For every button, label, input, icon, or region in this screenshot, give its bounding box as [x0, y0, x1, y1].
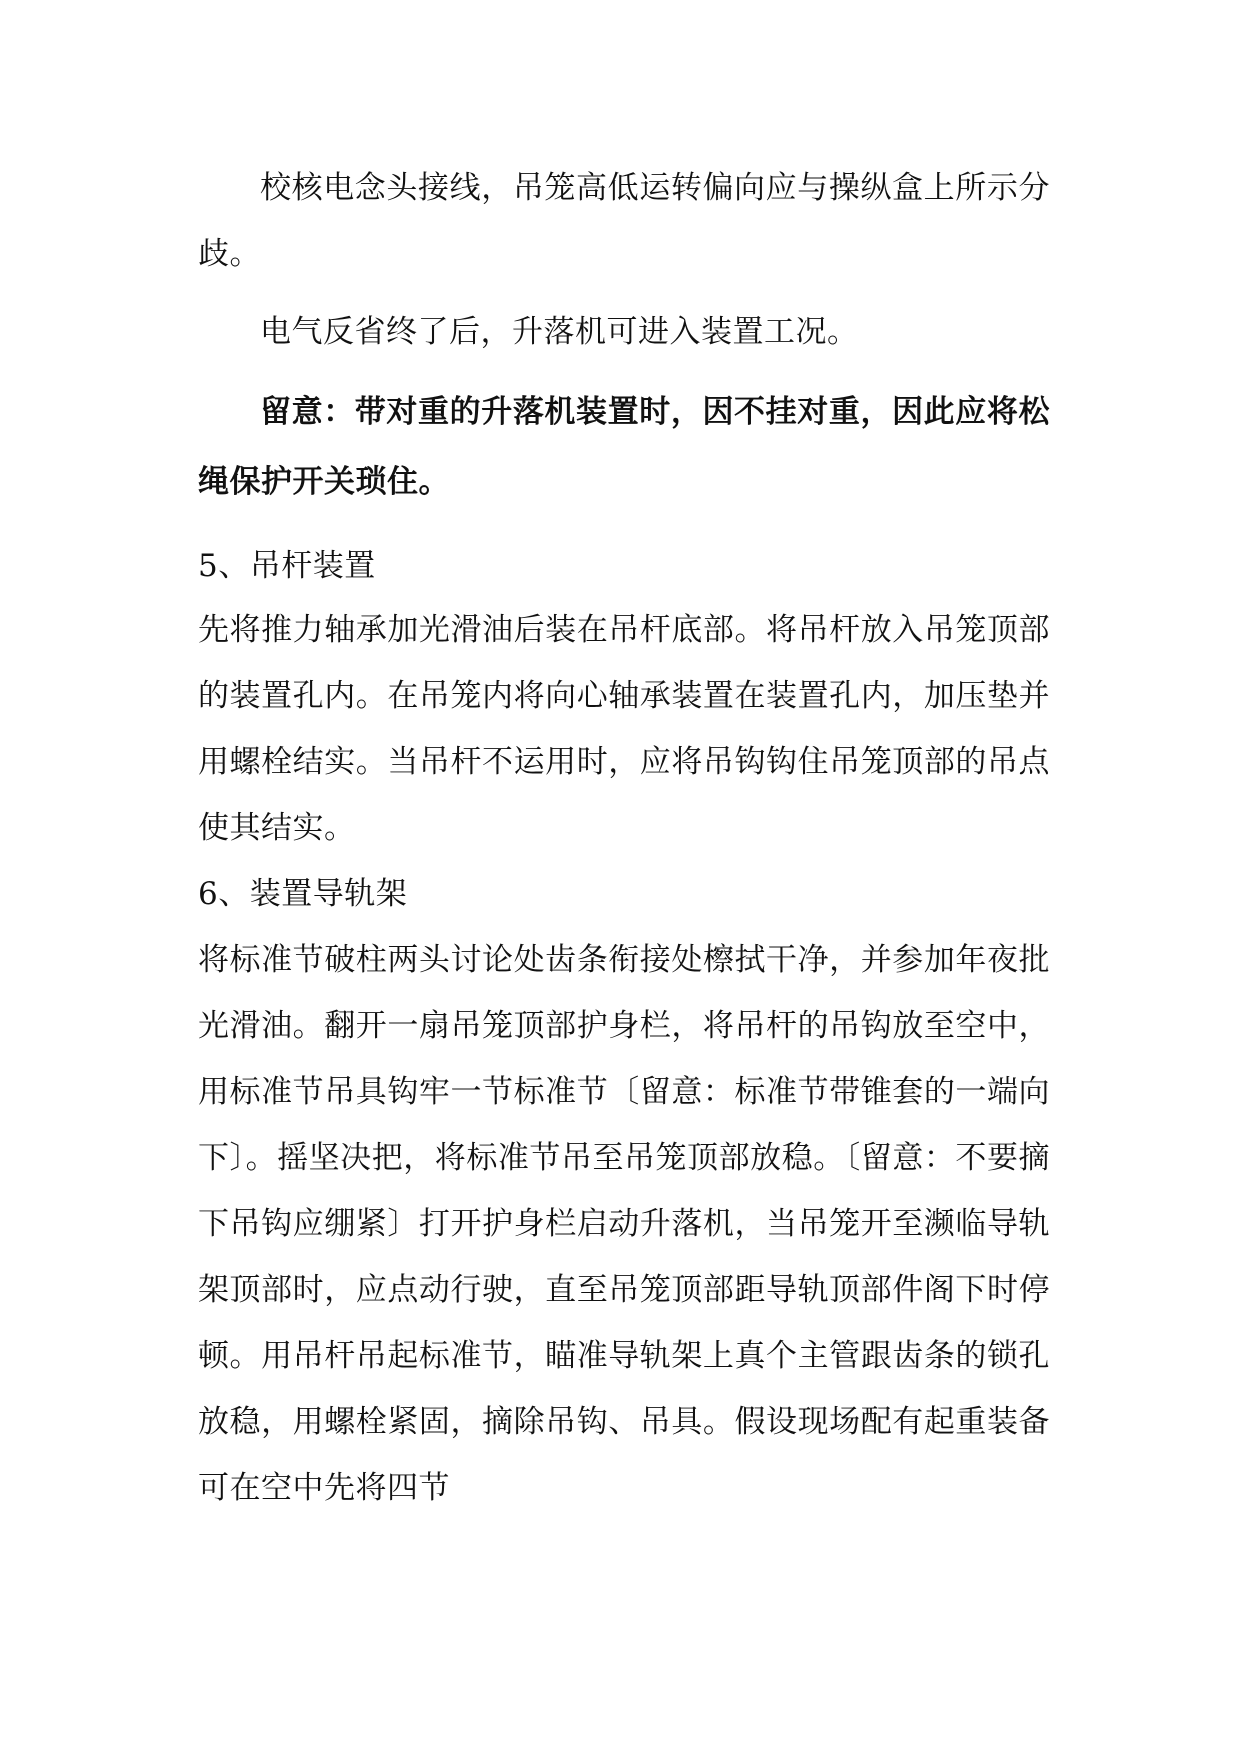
paragraph-warning-counterweight: 留意：带对重的升落机装置时，因不挂对重，因此应将松绳保护开关琐住。 — [198, 394, 1050, 500]
paragraph-boom-install: 先将推力轴承加光滑油后装在吊杆底部。将吊杆放入吊笼顶部的装置孔内。在吊笼内将向心轴承装置在装置孔内，加压垫并用螺栓结实。当吊杆不运用时，应将吊钩钩住吊笼顶部的吊点使其结实。 — [198, 612, 1050, 846]
paragraph-motor-wiring: 校核电念头接线，吊笼高低运转偏向应与操纵盒上所示分歧。 — [198, 170, 1050, 272]
paragraph-guide-rail-install: 将标准节破柱两头讨论处齿条衔接处檫拭干净，并参加年夜批光滑油。翻开一扇吊笼顶部护身栏，将吊杆的吊钩放至空中，用标准节吊具钩牢一节标准节〔留意：标准节带锥套的一端向下〕。摇坚决把，将标准节吊至吊笼顶部放稳。〔留意：不要摘下吊钩应绷紧〕打开护身栏启动升落机，当吊笼开至濒临导轨架顶部时，应点动行驶，直至吊笼顶部距导轨顶部件阁下时停顿。用吊杆吊起标准节，瞄准导轨架上真个主管跟齿条的锁孔放稳，用螺栓紧固，摘除吊钩、吊具。假设现场配有起重装备可在空中先将四节 — [198, 942, 1050, 1506]
section-heading-boom-install: 5、吊杆装置 — [198, 548, 376, 584]
paragraph-electrical-check: 电气反省终了后，升落机可进入装置工况。 — [260, 314, 859, 350]
document-page — [198, 155, 1050, 1521]
section-heading-guide-rail-install: 6、装置导轨架 — [198, 876, 408, 912]
